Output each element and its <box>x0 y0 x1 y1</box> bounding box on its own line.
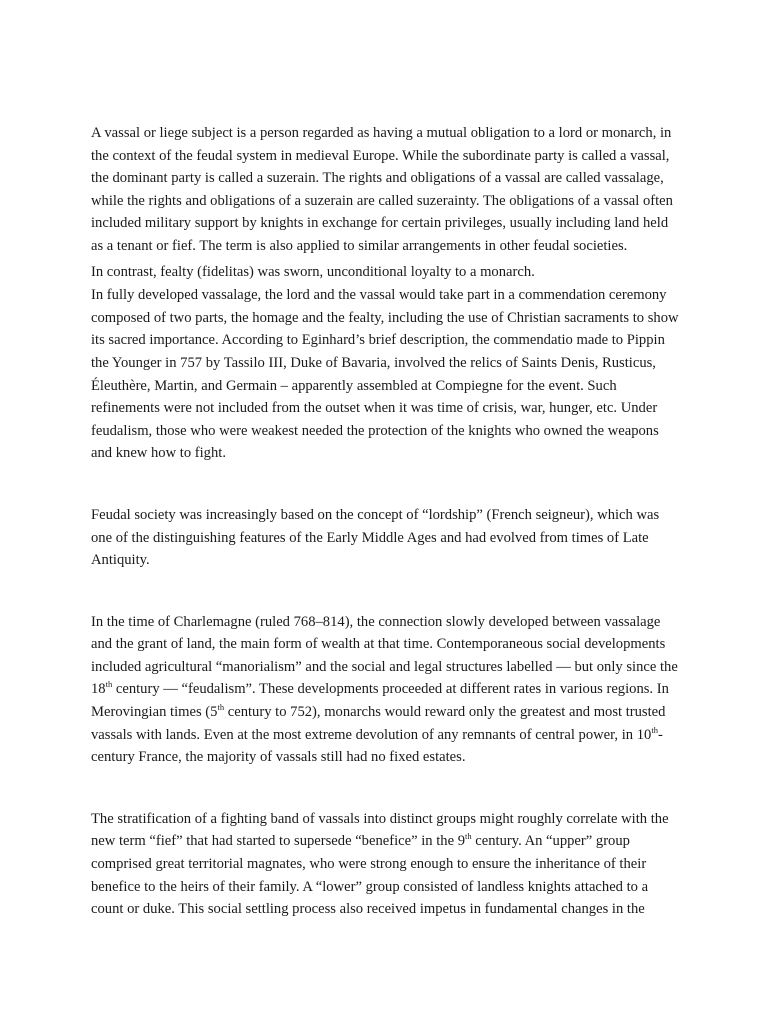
document-page <box>91 122 680 921</box>
paragraph-text: century — “feudalism”. These developments proceeded at different rates in various regions. In Merovingian times (5 <box>91 681 669 721</box>
paragraph-lordship: Feudal society was increasingly based on the concept of “lordship” (French seigneur), which was one of the distinguishing features of the Early Middle Ages and had evolved from times of Late Antiquity. <box>91 506 660 569</box>
paragraph-text: The stratification of a fighting band of vassals into distinct groups might roughly correlate with the new term “fief” that had started to supersede “benefice” in the 9 <box>91 810 669 850</box>
paragraph-text: In the time of Charlemagne (ruled 768–814), the connection slowly developed between vassalage and the grant of land, the main form of wealth at that time. Contemporaneous social developments included agricultural “manorialism” and the social and legal structures labelled — but only since the 18 <box>91 613 678 698</box>
superscript-th: th <box>651 724 658 735</box>
paragraph-stratification <box>91 808 680 921</box>
superscript-th: th <box>105 679 113 690</box>
paragraph-commendation-ceremony: In fully developed vassalage, the lord and the vassal would take part in a commendation ceremony composed of two parts, the homage and the fealty, including the use of Christian sacraments to show its sacred importance. According to Eginhard’s brief description, the commendatio made to Pippin the Younger in 757 by Tassilo III, Duke of Bavaria, involved the relics of Saints Denis, Rusticus, Éleuthère, Martin, and Germain – apparently assembled at Compiegne for the event. Such refinements were not included from the outset when it was time of crisis, war, hunger, etc. Under feudalism, those who were weakest needed the protection of the knights who owned the weapons and knew how to fight. <box>91 287 679 462</box>
paragraph-charlemagne <box>91 611 680 769</box>
superscript-th: th <box>217 702 225 713</box>
paragraph-fealty: In contrast, fealty (fidelitas) was sworn, unconditional loyalty to a monarch. <box>91 263 535 280</box>
superscript-th: th <box>465 831 472 842</box>
paragraph-text: century to 752), monarchs would reward only the greatest and most trusted vassals with lands. Even at the most extreme devolution of any remnants of central power, in 10 <box>91 704 666 743</box>
paragraph-text: -century France, the majority of vassals still had no fixed estates. <box>91 726 663 766</box>
paragraph-text: century. An “upper” group comprised great territorial magnates, who were strong enough to ensure the inheritance of their benefice to the heirs of their family. A “lower” group consisted of landless knights attached to a count or duke. This social settling process also received impetus in fundamental changes in the <box>91 833 649 918</box>
paragraph-vassal-definition: A vassal or liege subject is a person regarded as having a mutual obligation to a lord or monarch, in the context of the feudal system in medieval Europe. While the subordinate party is called a vassal, the dominant party is called a suzerain. The rights and obligations of a vassal are called vassalage, while the rights and obligations of a suzerain are called suzerainty. The obligations of a vassal often included military support by knights in exchange for certain privileges, usually including land held as a tenant or fief. The term is also applied to similar arrangements in other feudal societies. <box>91 125 673 254</box>
